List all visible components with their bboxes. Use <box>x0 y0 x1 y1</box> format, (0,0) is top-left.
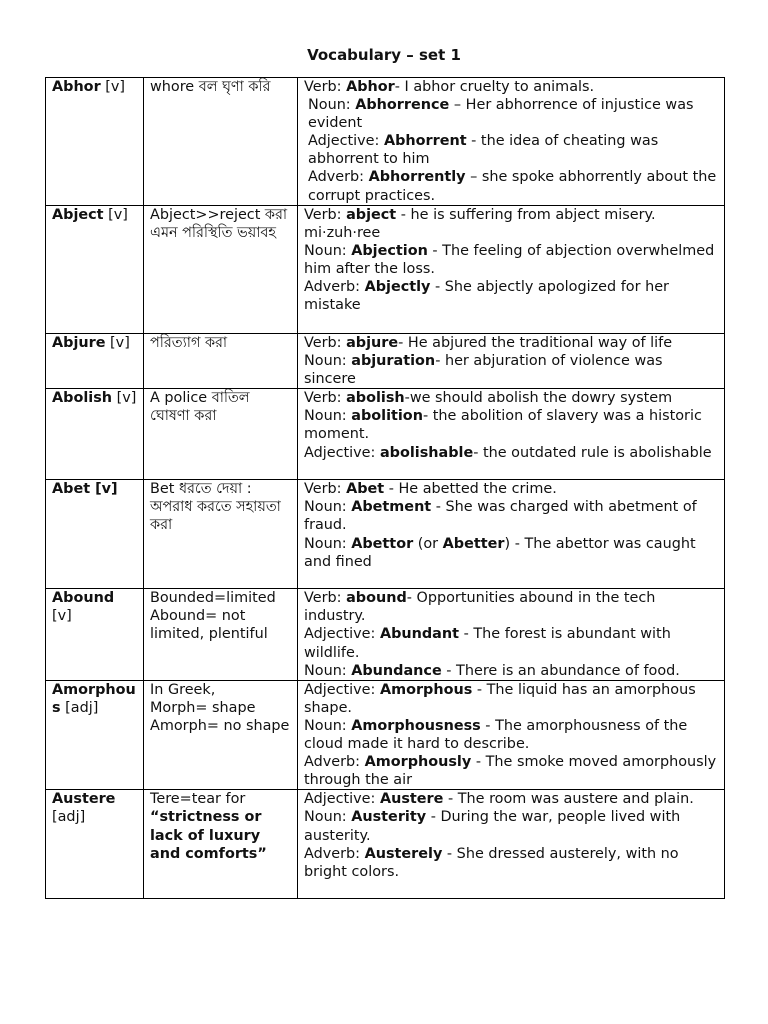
hint-text: Bounded=limited <box>150 590 276 607</box>
usage-label: Adverb: <box>304 754 365 771</box>
usage-cell <box>298 78 725 206</box>
part-of-speech: [adj] <box>60 699 99 716</box>
usage-word: abject <box>346 207 397 223</box>
part-of-speech: [v] <box>105 335 130 351</box>
usage-label: Adverb: <box>308 169 369 186</box>
usage-label: Adverb: <box>304 279 365 296</box>
table-row <box>46 589 725 680</box>
usage-word: abolishable <box>379 444 474 461</box>
hint-cell <box>144 480 298 589</box>
vocab-word: Abject <box>52 207 104 223</box>
usage-line <box>304 444 718 462</box>
usage-example: - The amorphousness of the cloud made it hard to describe. <box>304 717 688 753</box>
vocab-word: Austere <box>52 791 116 808</box>
usage-label: Noun: <box>304 499 352 516</box>
usage-example: - During the war, people lived with austerity. <box>304 809 681 844</box>
usage-example: - He abjured the traditional way of life <box>398 335 673 351</box>
usage-example: - he is suffering from abject misery. mi·zuh·ree <box>304 207 656 242</box>
usage-example: - She abjectly apologized for her mistake <box>304 279 669 314</box>
usage-label: Noun: <box>304 535 352 552</box>
usage-example: - He abetted the crime. <box>384 481 557 498</box>
usage-example: - The room was austere and plain. <box>443 791 694 808</box>
usage-word: Abettor <box>351 535 414 552</box>
table-row <box>46 680 725 790</box>
usage-example: - her abjuration of violence was sincere <box>304 353 663 388</box>
usage-word: abound <box>346 590 407 607</box>
part-of-speech: [v] <box>100 79 125 95</box>
usage-word: Abundant <box>379 626 460 643</box>
usage-label: Adverb: <box>304 845 365 862</box>
vocab-word: Abound <box>52 590 115 607</box>
usage-line <box>304 681 718 717</box>
usage-line <box>304 168 718 204</box>
vocabulary-table <box>45 77 725 899</box>
part-of-speech: [v] <box>103 207 128 223</box>
table-row <box>46 334 725 389</box>
table-row <box>46 790 725 899</box>
usage-word: Austerity <box>351 809 427 826</box>
usage-label: Noun: <box>304 662 352 679</box>
usage-line <box>304 790 718 808</box>
usage-word: Abundance <box>351 662 442 679</box>
usage-label: Noun: <box>304 353 352 370</box>
usage-example: - the abolition of slavery was a historic moment. <box>304 408 702 443</box>
word-cell <box>46 78 144 206</box>
usage-line <box>304 662 718 680</box>
usage-label: Adjective: <box>304 626 380 643</box>
usage-label: Verb: <box>304 207 347 223</box>
vocab-word: Abjure <box>52 335 106 351</box>
usage-label: Adjective: <box>304 444 380 461</box>
usage-example: - The forest is abundant with wildlife. <box>304 626 671 661</box>
hint-cell <box>144 589 298 680</box>
usage-word: abolition <box>351 408 423 425</box>
usage-line <box>304 334 718 352</box>
usage-example: - The liquid has an amorphous shape. <box>304 681 696 716</box>
vocab-word: Abhor <box>52 79 101 95</box>
usage-word: Abet <box>346 481 385 498</box>
usage-cell <box>298 480 725 589</box>
table-row <box>46 389 725 480</box>
table-row <box>46 206 725 334</box>
word-cell <box>46 334 144 389</box>
usage-line <box>304 132 718 168</box>
page-title: Vocabulary – set 1 <box>307 46 461 64</box>
usage-line <box>304 808 718 844</box>
usage-label: Noun: <box>304 809 352 826</box>
usage-example: - I abhor cruelty to animals. <box>394 79 595 95</box>
word-cell <box>46 480 144 589</box>
usage-cell <box>298 680 725 790</box>
hint-cell <box>144 334 298 389</box>
usage-line <box>304 535 718 571</box>
hint-text: Abound= not limited, plentiful <box>150 608 268 643</box>
word-cell <box>46 206 144 334</box>
usage-word: Abhorrently <box>368 169 466 186</box>
usage-word: Amorphously <box>364 754 472 771</box>
hint-cell <box>144 790 298 899</box>
usage-word: abjure <box>346 335 399 351</box>
usage-word: Amorphous <box>379 681 473 698</box>
usage-line <box>304 480 718 498</box>
usage-line <box>304 753 718 789</box>
word-cell <box>46 389 144 480</box>
usage-line <box>304 389 718 407</box>
usage-line <box>304 206 718 242</box>
hint-text: Amorph= no shape <box>150 717 290 734</box>
usage-label: Verb: <box>304 79 347 95</box>
usage-word: abolish <box>346 390 405 407</box>
usage-example: ) - The abettor was caught and fined <box>304 535 696 570</box>
usage-label: Noun: <box>304 408 352 425</box>
usage-word: abjuration <box>351 353 436 370</box>
usage-example: - the outdated rule is abolishable <box>473 444 712 461</box>
word-cell <box>46 790 144 899</box>
usage-line <box>304 717 718 753</box>
usage-line <box>304 589 718 625</box>
usage-line <box>304 78 718 96</box>
usage-line <box>304 407 718 443</box>
hint-text: A police বাতিল ঘোষণা করা <box>150 390 250 425</box>
hint-text: পরিত্যাগ করা <box>150 335 228 351</box>
hint-cell <box>144 680 298 790</box>
usage-label: Verb: <box>304 390 347 407</box>
hint-text: Bet ধরতে দেয়া : অপরাধ করতে সহায়তা করা <box>150 481 281 534</box>
usage-label: Noun: <box>304 243 352 260</box>
usage-word: Amorphousness <box>351 717 481 734</box>
usage-word: Abjectly <box>364 279 431 296</box>
part-of-speech: [v] <box>112 390 137 407</box>
hint-text: Morph= shape <box>150 699 256 716</box>
usage-word: Abhorrence <box>355 97 450 114</box>
usage-word: Abjection <box>351 243 428 260</box>
hint-text: Abject>>reject করা এমন পরিস্থিতি ভয়াবহ <box>150 207 288 242</box>
usage-word: Abetment <box>351 499 432 516</box>
part-of-speech: [v] <box>90 481 118 498</box>
usage-label: Noun: <box>308 97 356 114</box>
usage-line <box>304 96 718 132</box>
usage-example: - She was charged with abetment of fraud. <box>304 499 697 534</box>
usage-cell <box>298 589 725 680</box>
usage-text: (or <box>413 535 443 552</box>
usage-line <box>304 845 718 881</box>
usage-label: Noun: <box>304 717 352 734</box>
usage-cell <box>298 790 725 899</box>
usage-word: Abetter <box>442 535 505 552</box>
hint-cell <box>144 206 298 334</box>
usage-example: - the idea of cheating was abhorrent to him <box>308 133 659 168</box>
hint-text: “strictness or lack of luxury and comforts” <box>150 809 267 862</box>
usage-label: Adjective: <box>308 133 384 150</box>
hint-text: whore বল ঘৃণা করি <box>150 79 271 95</box>
vocab-word: Abet <box>52 481 91 498</box>
usage-label: Verb: <box>304 481 347 498</box>
table-row <box>46 480 725 589</box>
usage-label: Verb: <box>304 335 347 351</box>
usage-line <box>304 498 718 534</box>
usage-example: – she spoke abhorrently about the corrupt practices. <box>308 169 717 204</box>
usage-label: Adjective: <box>304 681 380 698</box>
hint-cell <box>144 78 298 206</box>
part-of-speech: [v] <box>52 608 72 625</box>
usage-line <box>304 278 718 314</box>
usage-example: - There is an abundance of food. <box>441 662 680 679</box>
part-of-speech: [adj] <box>52 809 86 826</box>
usage-example: - She dressed austerely, with no bright colors. <box>304 845 679 880</box>
usage-example: -we should abolish the dowry system <box>404 390 673 407</box>
hint-cell <box>144 389 298 480</box>
usage-word: Abhor <box>346 79 395 95</box>
usage-word: Abhorrent <box>383 133 467 150</box>
usage-example: - The feeling of abjection overwhelmed him after the loss. <box>304 243 715 278</box>
word-cell <box>46 680 144 790</box>
usage-cell <box>298 334 725 389</box>
usage-example: – Her abhorrence of injustice was evident <box>308 97 694 132</box>
hint-text: In Greek, <box>150 681 216 698</box>
word-cell <box>46 589 144 680</box>
hint-text: Tere=tear for <box>150 791 246 808</box>
usage-word: Austere <box>379 791 444 808</box>
usage-example: - The smoke moved amorphously through the air <box>304 754 717 789</box>
usage-line <box>304 242 718 278</box>
vocab-word: Abolish <box>52 390 113 407</box>
usage-label: Verb: <box>304 590 347 607</box>
usage-cell <box>298 206 725 334</box>
usage-line <box>304 625 718 661</box>
usage-line <box>304 352 718 388</box>
usage-cell <box>298 389 725 480</box>
usage-label: Adjective: <box>304 791 380 808</box>
vocab-word: Amorphous <box>52 681 136 716</box>
usage-example: - Opportunities abound in the tech industry. <box>304 590 656 625</box>
table-row <box>46 78 725 206</box>
usage-word: Austerely <box>364 845 443 862</box>
